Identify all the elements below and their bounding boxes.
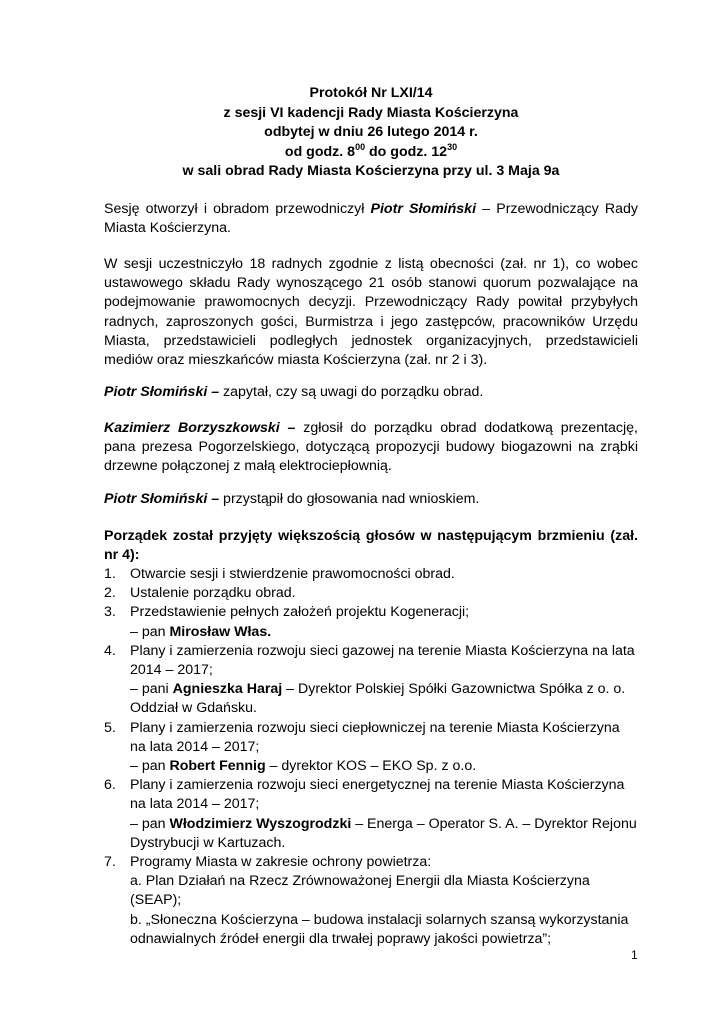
agenda-subitem-b: b. „Słoneczna Kościerzyna – budowa instalacji solarnych szansą wykorzystania odnawialnych źródeł energii dla trwałej poprawy jakości powietrza”; [130, 911, 629, 947]
agenda-list [104, 565, 638, 949]
session-title: z sesji VI kadencji Rady Miasta Kościerzyna [223, 104, 519, 121]
session-venue: w sali obrad Rady Miasta Kościerzyna przy ul. 3 Maja 9a [182, 163, 560, 180]
speaker-paragraph-1: Piotr Słomiński – zapytał, czy są uwagi do porządku obrad. [104, 384, 484, 400]
agenda-subitem: – pan Mirosław Włas. [130, 623, 272, 640]
agenda-subitem: – pan Robert Fennig – dyrektor KOS – EKO Sp. z o.o. [130, 758, 477, 775]
agenda-item: 6. Plany i zamierzenia rozwoju sieci energetycznej na terenie Miasta Kościerzyna na lata 2014 – 2017; – pan Włodzimierz Wyszogrodzki – Energa – Operator S. A. – Dyrektor Rejonu Dystrybucji w Kartuzach. [104, 776, 638, 853]
protocol-header [104, 84, 638, 182]
agenda-item: 2. Ustalenie porządku obrad. [104, 585, 296, 602]
session-date: odbytej w dniu 26 lutego 2014 r. [264, 124, 478, 141]
speaker-paragraph-3: Piotr Słomiński – przystąpił do głosowania nad wnioskiem. [104, 491, 480, 507]
protocol-number: Protokół Nr LXI/14 [309, 85, 433, 101]
chairman-name: Piotr Słomiński [370, 201, 477, 217]
agenda-item: 5. Plany i zamierzenia rozwoju sieci ciepłowniczej na terenie Miasta Kościerzyna na lata 2014 – 2017; – pan Robert Fennig – dyrektor KOS – EKO Sp. z o.o. [104, 719, 638, 777]
agenda-item: 4. Plany i zamierzenia rozwoju sieci gazowej na terenie Miasta Kościerzyna na lata 2014 – 2017; – pani Agnieszka Haraj – Dyrektor Polskiej Spółki Gazownictwa Spółka z o. o. Oddział w Gdańsku. [104, 642, 638, 719]
agenda-subitem: – pani Agnieszka Haraj – Dyrektor Polskiej Spółki Gazownictwa Spółka z o. o. Oddział w Gdańsku. [130, 681, 626, 717]
opening-paragraph: Sesję otworzył i obradom przewodniczył Piotr Słomiński – Przewodniczący Rady Miasta Kościerzyna. [104, 201, 639, 237]
page-number: 1 [631, 948, 638, 962]
agenda-intro: Porządek został przyjęty większością głosów w następującym brzmieniu (zał. nr 4): [104, 528, 638, 564]
session-hours: od godz. $8^{00}$ do godz. $12^{30}$ [284, 141, 458, 160]
agenda-subitem-a: a. Plan Działań na Rzecz Zrównoważonej Energii dla Miasta Kościerzyna (SEAP); [130, 873, 590, 909]
document-page [104, 0, 638, 1024]
agenda-item: 1. Otwarcie sesji i stwierdzenie prawomocności obrad. [104, 566, 455, 582]
agenda-item: 3. Przedstawienie pełnych założeń projektu Kogeneracji; – pan Mirosław Włas. [104, 603, 638, 641]
agenda-subitem: – pan Włodzimierz Wyszogrodzki – Energa – Operator S. A. – Dyrektor Rejonu Dystrybucji w Kartuzach. [130, 815, 637, 851]
attendance-paragraph: W sesji uczestniczyło 18 radnych zgodnie z listą obecności (zał. nr 1), co wobec ustawowego składu Rady wynoszącego 21 osób stanowi quorum pozwalające na podejmowanie prawomocnych decyzji. Przewodniczący Rady powitał przybyłych radnych, zaproszonych gości, Burmistrza i jego zastępców, pracowników Urzędu Miasta, przedstawicieli podległych jednostek organizacyjnych, przedstawicieli mediów oraz mieszkańców miasta Kościerzyna (zał. nr 2 i 3). [104, 256, 638, 369]
speaker-paragraph-2: Kazimierz Borzyszkowski – zgłosił do porządku obrad dodatkową prezentację, pana prezesa Pogorzelskiego, dotyczącą propozycji budowy biogazowni na zrąbki drzewne połączonej z małą elektrociepłownią. [104, 420, 638, 475]
agenda-item: 7. Programy Miasta w zakresie ochrony powietrza: a. Plan Działań na Rzecz Zrównoważonej Energii dla Miasta Kościerzyna (SEAP); b. „Słoneczna Kościerzyna – budowa instalacji solarnych szansą wykorzystania odnawialnych źródeł energii dla trwałej poprawy jakości powietrza”; [104, 853, 638, 949]
